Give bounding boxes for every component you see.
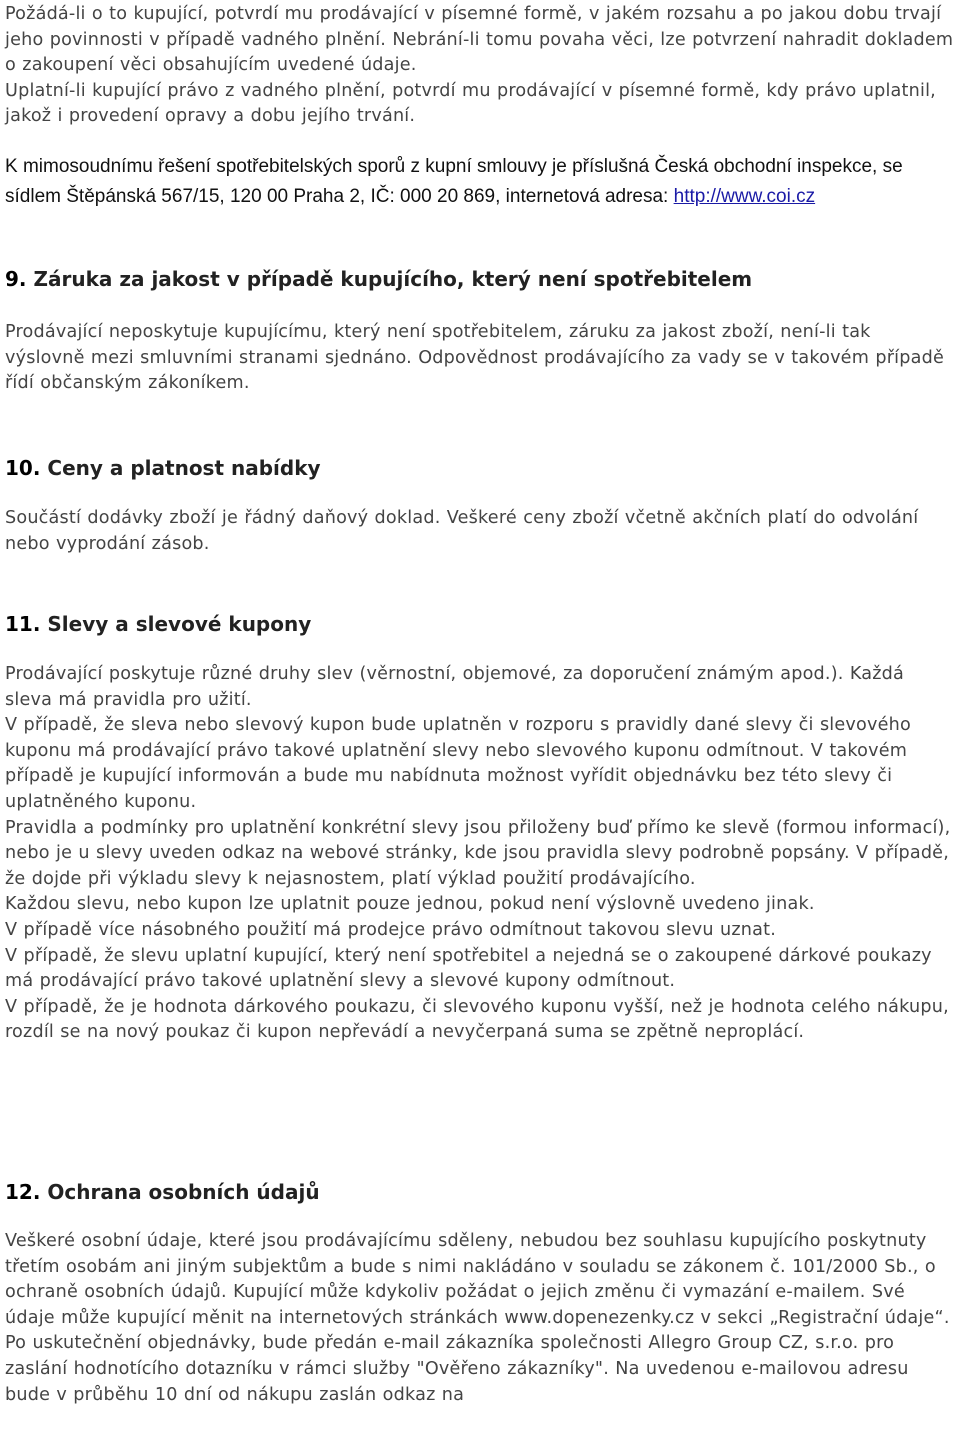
section-11-body: [5, 662, 955, 1046]
section-11-paragraph-1: Prodávající poskytuje různé druhy slev (věrnostní, objemové, za doporučení známým apod.). Každá sleva má pravidla pro užití.: [5, 664, 905, 710]
coi-notice-text: K mimosoudnímu řešení spotřebitelských sporů z kupní smlouvy je příslušná Česká obchodní inspekce, se sídlem Štěpánská 567/15, 120 00 Praha 2, IČ: 000 20 869, internetová adresa:: [5, 156, 903, 207]
section-11-number: 11.: [5, 612, 41, 636]
coi-notice: [5, 152, 955, 211]
section-10-heading: [5, 455, 955, 481]
section-9-title: Záruka za jakost v případě kupujícího, který není spotřebitelem: [33, 267, 753, 291]
section-11-paragraph-5: V případě více násobného použití má prodejce právo odmítnout takovou slevu uznat.: [5, 919, 777, 940]
section-10-number: 10.: [5, 456, 41, 480]
section-11-paragraph-7: V případě, že je hodnota dárkového poukazu, či slevového kuponu vyšší, než je hodnota celého nákupu, rozdíl se na nový poukaz či kupon nepřevádí a nevyčerpaná suma se zpětně neproplácí.: [5, 996, 949, 1043]
section-10-title: Ceny a platnost nabídky: [47, 456, 321, 480]
section-9-body: [5, 320, 955, 397]
section-11-heading: [5, 611, 955, 637]
intro-paragraph-1: Požádá-li o to kupující, potvrdí mu prodávající v písemné formě, v jakém rozsahu a po jakou dobu trvají jeho povinnosti v případě vadného plnění. Nebrání-li tomu povaha věci, lze potvrzení nahradit dokladem o zakoupení věci obsahujícím uvedené údaje.: [5, 4, 954, 76]
section-12-paragraph-1: Veškeré osobní údaje, které jsou prodávajícímu sděleny, nebudou bez souhlasu kupujícího poskytnuty třetím osobám ani jiným subjektům a bude s nimi nakládáno v souladu se zákonem č. 101/2000 Sb., o ochraně osobních údajů. Kupující může kdykoliv požádat o jejich změnu či vymazání e-mailem. Své údaje může kupující měnit na internetových stránkách www.dopenezenky.cz v sekci „Registrační údaje“.: [5, 1231, 950, 1328]
intro-text: [5, 2, 955, 130]
section-12-number: 12.: [5, 1180, 41, 1204]
section-11-title: Slevy a slevové kupony: [47, 612, 312, 636]
section-10-body: [5, 506, 955, 557]
intro-paragraph-2: Uplatní-li kupující právo z vadného plnění, potvrdí mu prodávající v písemné formě, kdy právo uplatnil, jakož i provedení opravy a dobu jejího trvání.: [5, 80, 936, 127]
section-9-number: 9.: [5, 267, 27, 291]
section-11-paragraph-6: V případě, že slevu uplatní kupující, který není spotřebitel a nejedná se o zakoupené dárkové poukazy má prodávající právo takové uplatnění slevy a slevové kupony odmítnout.: [5, 945, 932, 992]
section-12-title: Ochrana osobních údajů: [47, 1180, 320, 1204]
section-12-heading: [5, 1179, 955, 1205]
section-11-paragraph-3: Pravidla a podmínky pro uplatnění konkrétní slevy jsou přiloženy buď přímo ke slevě (formou informací), nebo je u slevy uveden odkaz na webové stránky, kde jsou pravidla slevy podrobně popsány. V případě, že dojde při výkladu slevy k nejasnostem, platí výklad použití prodávajícího.: [5, 817, 951, 889]
section-11-paragraph-2: V případě, že sleva nebo slevový kupon bude uplatněn v rozporu s pravidly dané slevy či slevového kuponu má prodávající právo takové uplatnění slevy nebo slevového kuponu odmítnout. V takovém případě je kupující informován a bude mu nabídnuta možnost vyřídit objednávku bez této slevy či uplatněného kuponu.: [5, 715, 911, 812]
section-12-paragraph-2: Po uskutečnění objednávky, bude předán e-mail zákazníka společnosti Allegro Group CZ, s.r.o. pro zaslání hodnotícího dotazníku v rámci služby "Ověřeno zákazníky". Na uvedenou e-mailovou adresu bude v průběhu 10 dní od nákupu zaslán odkaz na: [5, 1333, 909, 1405]
section-9-heading: [5, 266, 955, 292]
section-12-body: [5, 1229, 955, 1408]
coi-link[interactable]: http://www.coi.cz: [673, 185, 816, 207]
section-10-paragraph-1: Součástí dodávky zboží je řádný daňový doklad. Veškeré ceny zboží včetně akčních platí do odvolání nebo vyprodání zásob.: [5, 508, 919, 554]
section-11-paragraph-4: Každou slevu, nebo kupon lze uplatnit pouze jednou, pokud není výslovně uvedeno jinak.: [5, 894, 815, 915]
section-9-paragraph-1: Prodávající neposkytuje kupujícímu, který není spotřebitelem, záruku za jakost zboží, není-li tak výslovně mezi smluvními stranami sjednáno. Odpovědnost prodávajícího za vady se v takovém případě řídí občanským zákoníkem.: [5, 322, 944, 394]
